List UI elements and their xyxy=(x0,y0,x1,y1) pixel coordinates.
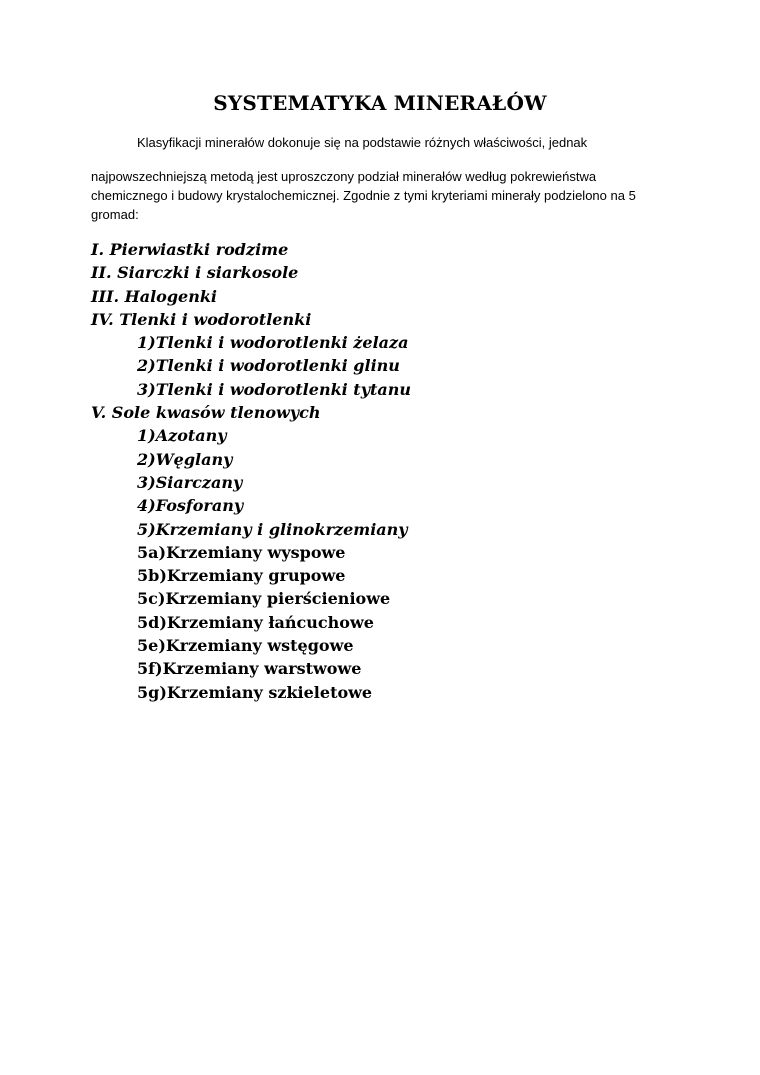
page-title: SYSTEMATYKA MINERAŁÓW xyxy=(213,91,547,115)
intro-line-1: Klasyfikacji minerałów dokonuje się na podstawie różnych właściwości, jednak xyxy=(137,135,588,150)
class-item: V. Sole kwasów tlenowych xyxy=(91,403,321,423)
subsubclass-item: 5f)Krzemiany warstwowe xyxy=(137,659,362,679)
subclass-item: 1)Tlenki i wodorotlenki żelaza xyxy=(137,333,409,353)
subclass-item: 4)Fosforany xyxy=(137,496,244,516)
intro-line-4: gromad: xyxy=(91,207,139,222)
subclass-item: 5)Krzemiany i glinokrzemiany xyxy=(137,519,408,539)
subclass-item: 3)Siarczany xyxy=(137,472,243,492)
subsubclass-item: 5c)Krzemiany pierścieniowe xyxy=(137,589,391,609)
subclass-item: 2)Tlenki i wodorotlenki glinu xyxy=(137,356,400,376)
intro-line-3: chemicznego i budowy krystalochemicznej. Zgodnie z tymi kryteriami minerały podzielono na 5 xyxy=(91,188,636,203)
class-item: II. Siarczki i siarkosole xyxy=(91,263,299,283)
class-item: III. Halogenki xyxy=(91,286,217,306)
mineral-class-list xyxy=(91,238,411,704)
class-item: IV. Tlenki i wodorotlenki xyxy=(91,309,312,329)
subsubclass-item: 5d)Krzemiany łańcuchowe xyxy=(137,612,374,632)
subsubclass-item: 5b)Krzemiany grupowe xyxy=(137,566,346,586)
subsubclass-item: 5g)Krzemiany szkieletowe xyxy=(137,682,373,702)
class-item: I. Pierwiastki rodzime xyxy=(91,240,289,259)
intro-paragraph xyxy=(91,167,691,224)
intro-line-2: najpowszechniejszą metodą jest uproszczony podział minerałów według pokrewieństwa xyxy=(91,169,597,184)
subclass-item: 1)Azotany xyxy=(137,426,227,446)
subclass-item: 3)Tlenki i wodorotlenki tytanu xyxy=(137,379,412,399)
subsubclass-item: 5a)Krzemiany wyspowe xyxy=(137,542,346,562)
subclass-item: 2)Węglany xyxy=(137,449,233,469)
subsubclass-item: 5e)Krzemiany wstęgowe xyxy=(137,636,354,656)
